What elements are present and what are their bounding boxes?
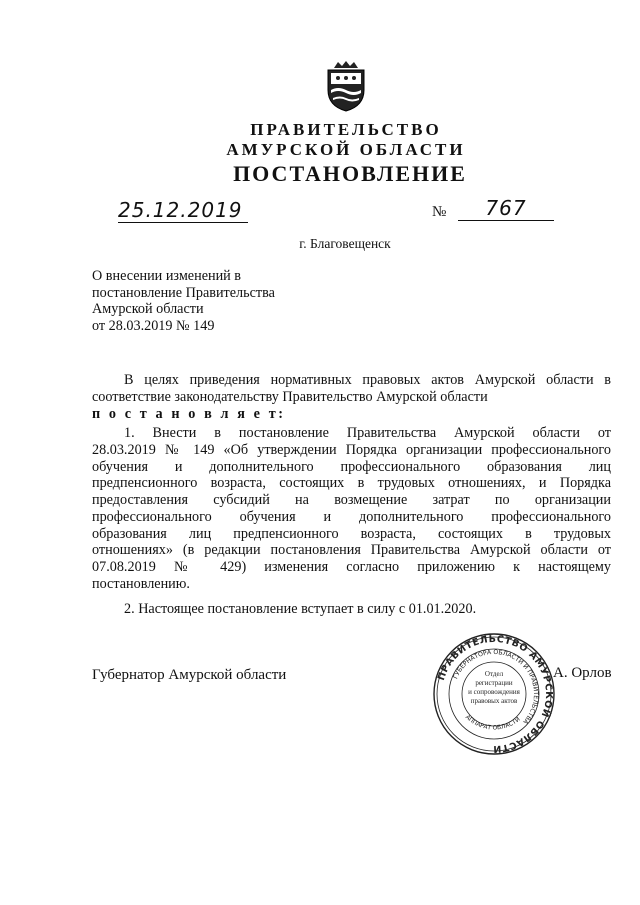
city: г. Благовещенск — [299, 236, 391, 251]
preamble-line1: В целях приведения нормативных правовых актов Амурской области в — [124, 372, 611, 388]
stamp-center-line: Отдел — [484, 670, 504, 678]
stamp-ring-text: ПРАВИТЕЛЬСТВО АМУРСКОЙ ОБЛАСТИ — [435, 633, 555, 755]
clause1-line: образования лиц предпенсионного возраста, состоящих в трудовых — [92, 525, 611, 542]
document-number: 767 — [458, 196, 554, 221]
decree-word: п о с т а н о в л я е т: — [92, 406, 286, 422]
subject-line: Амурской области — [92, 301, 204, 318]
clause1-line: отношениях» (в редакции постановления Правительства Амурской области от — [92, 542, 611, 559]
clause2: 2. Настоящее постановление вступает в силу с 01.01.2020. — [124, 601, 477, 617]
clause1-line: обучения и дополнительного профессионального образования лиц — [92, 458, 611, 475]
clause1-line: 07.08.2019 № 429) изменения согласно приложению к настоящему — [92, 558, 611, 575]
signature-name: А. Орлов — [553, 665, 612, 681]
stamp-inner-ring-text: ГУБЕРНАТОРА ОБЛАСТИ И ПРАВИТЕЛЬСТВА — [452, 648, 540, 726]
preamble-line2: соответствие законодательству Правительство Амурской области — [92, 389, 488, 405]
clause1-line: 28.03.2019 № 149 «Об утверждении Порядка организации профессионального — [92, 442, 611, 458]
clause1-body — [92, 442, 611, 592]
stamp-center-line: и сопровождения — [468, 688, 520, 696]
stamp-bottom-text: АППАРАТ ОБЛАСТИ — [463, 713, 522, 732]
stamp-center-line: регистрации — [475, 679, 513, 687]
document-type-title: ПОСТАНОВЛЕНИЕ — [233, 161, 467, 186]
coat-of-arms-icon — [322, 60, 370, 112]
subject-line: О внесении изменений в — [92, 268, 242, 284]
subject-block — [92, 268, 352, 335]
clause1-line: предоставления субсидий на возмещение затрат по организации — [92, 492, 611, 509]
subject-line: от 28.03.2019 № 149 — [92, 318, 215, 335]
document-date: 25.12.2019 — [118, 198, 248, 223]
stamp-center-line: правовых актов — [470, 697, 518, 705]
signature-position: Губернатор Амурской области — [92, 667, 287, 683]
clause1-line: 1. Внести в постановление Правительства Амурской области от — [124, 425, 611, 441]
number-label: № — [432, 204, 447, 220]
header-org-line1: ПРАВИТЕЛЬСТВО — [250, 120, 442, 139]
clause1-line: профессионального обучения и дополнительного профессионального — [92, 508, 611, 525]
svg-text:АППАРАТ ОБЛАСТИ — [464, 714, 522, 732]
clause1-line: постановлению. — [92, 575, 190, 592]
subject-line: постановление Правительства — [92, 284, 275, 301]
stamp-seal — [432, 632, 556, 756]
header-org-line2: АМУРСКОЙ ОБЛАСТИ — [226, 140, 466, 159]
clause1-line: предпенсионного возраста, состоящих в трудовых отношениях, и Порядка — [92, 475, 611, 492]
